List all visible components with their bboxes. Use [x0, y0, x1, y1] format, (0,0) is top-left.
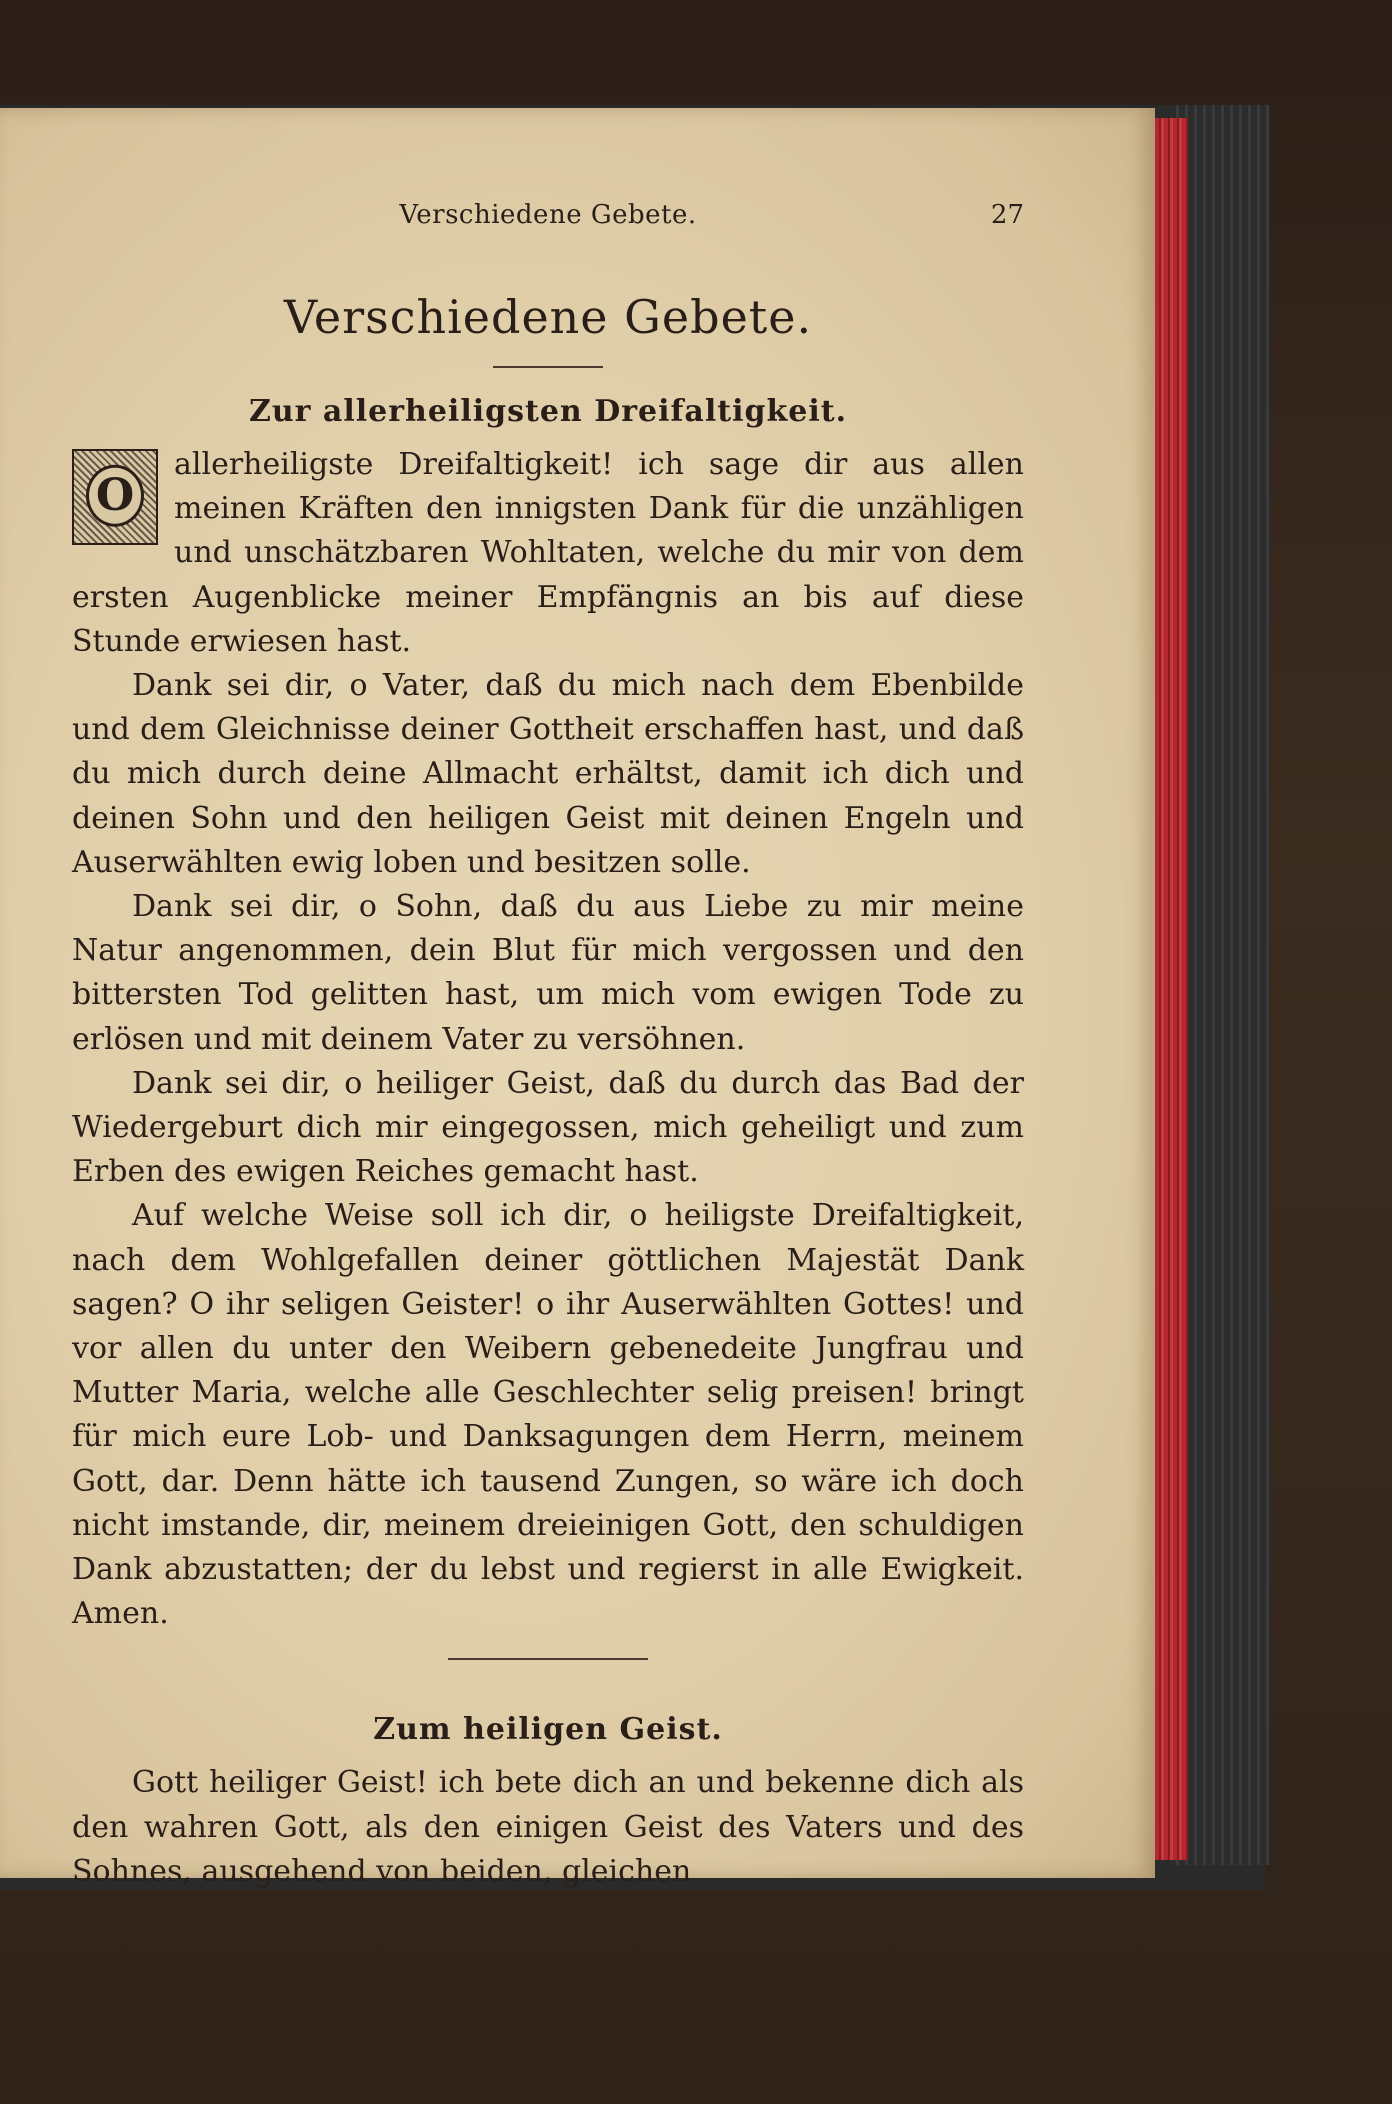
paragraph: Dank sei dir, o Vater, daß du mich nach dem Ebenbilde und dem Gleichnisse deiner Gottheit erschaffen hast, und daß du mich durch deine Allmacht erhältst, damit ich dich und deinen Sohn und den heiligen Geist mit deinen Engeln und Auserwählten ewig loben und besitzen solle.	[72, 668, 1024, 880]
book-page	[0, 108, 1155, 1889]
paragraph: allerheiligste Dreifaltigkeit! ich sage dir aus allen meinen Kräften den innigsten Dank für die unzähligen und unschätzbaren Wohltaten, welche du mir von dem ersten Augenblicke meiner Empfängnis an bis auf diese Stunde erwiesen hast.	[72, 447, 1024, 659]
paragraph: Gott heiliger Geist! ich bete dich an und bekenne dich als den wahren Gott, als den einigen Geist des Vaters und des Sohnes, ausgehend von beiden, gleichen	[72, 1765, 1024, 1889]
drop-cap-ornament	[72, 449, 158, 545]
section-title-holy-spirit: Zum heiligen Geist.	[373, 1712, 723, 1748]
chapter-heading: Verschiedene Gebete.	[283, 290, 813, 344]
running-head-title: Verschiedene Gebete.	[399, 200, 697, 230]
page-content	[72, 200, 1024, 1894]
page-number: 27	[990, 200, 1024, 230]
section-divider	[448, 1658, 648, 1660]
section-title-trinity: Zur allerheiligsten Dreifaltigkeit.	[248, 394, 848, 429]
running-head	[72, 200, 1024, 240]
paragraph: Dank sei dir, o Sohn, daß du aus Liebe zu mir meine Natur angenommen, dein Blut für mich vergossen und den bittersten Tod gelitten hast, um mich vom ewigen Tode zu erlösen und mit deinem Vater zu versöhnen.	[72, 889, 1024, 1057]
paragraph: Dank sei dir, o heiliger Geist, daß du durch das Bad der Wiedergeburt dich mir eingegossen, mich geheiligt und zum Erben des ewigen Reiches gemacht hast.	[72, 1065, 1024, 1190]
paragraph: Auf welche Weise soll ich dir, o heiligste Dreifaltigkeit, nach dem Wohlgefallen deiner göttlichen Majestät Dank sagen? O ihr seligen Geister! o ihr Auserwählten Gottes! und vor allen du unter den Weibern gebenedeite Jungfrau und Mutter Maria, welche alle Geschlechter selig preisen! bringt für mich eure Lob- und Danksagungen dem Herrn, meinem Gott, dar. Denn hätte ich tausend Zungen, so wäre ich doch nicht imstande, dir, meinem dreieinigen Gott, den schuldigen Dank abzustatten; der du lebst und regierst in alle Ewigkeit. Amen.	[72, 1198, 1024, 1632]
heading-rule	[493, 366, 603, 368]
drop-cap-letter: O	[86, 465, 144, 527]
